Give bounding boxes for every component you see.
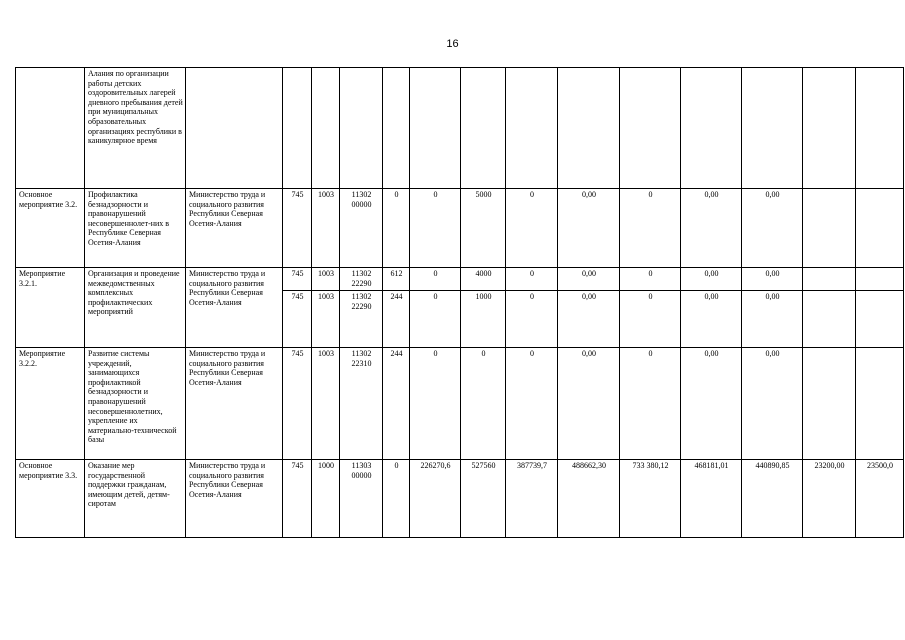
cell-value: 0,00: [681, 189, 742, 268]
cell-activity-type: Мероприятие 3.2.2.: [16, 348, 85, 460]
cell-value: 23200,00: [803, 460, 856, 538]
cell-value: 0,00: [681, 268, 742, 291]
cell-value: 226270,6: [410, 460, 461, 538]
budget-table: [15, 67, 904, 538]
table-row: [16, 189, 904, 268]
cell-value: 0,00: [742, 348, 803, 460]
cell-csr: [340, 68, 383, 189]
table-row: [16, 68, 904, 189]
cell-csr: 11303 00000: [340, 460, 383, 538]
cell-grbs: 745: [283, 189, 312, 268]
cell-rzpr: 1003: [312, 348, 340, 460]
cell-value: [681, 68, 742, 189]
cell-value: 440890,85: [742, 460, 803, 538]
cell-value: 0: [506, 268, 558, 291]
cell-activity-name: Алания по организации работы детских оздоровительных лагерей дневного пребывания детей при муниципальных образовательных организациях республики в каникулярное время: [85, 68, 186, 189]
cell-value: [856, 291, 904, 348]
cell-value: 0,00: [742, 189, 803, 268]
cell-value: 733 380,12: [620, 460, 681, 538]
cell-value: [803, 68, 856, 189]
cell-value: 0,00: [558, 291, 620, 348]
cell-activity-name: Развитие системы учреждений, занимающихся профилактикой безнадзорности и правонарушений несовершеннолетних, укрепление их материально-технической базы: [85, 348, 186, 460]
cell-value: 468181,01: [681, 460, 742, 538]
cell-rzpr: 1003: [312, 189, 340, 268]
cell-value: 0,00: [558, 189, 620, 268]
cell-value: [558, 68, 620, 189]
cell-csr: 11302 00000: [340, 189, 383, 268]
cell-executor: [186, 68, 283, 189]
cell-csr: 11302 22290: [340, 291, 383, 348]
cell-rzpr: 1003: [312, 268, 340, 291]
cell-rzpr: [312, 68, 340, 189]
cell-value: [856, 348, 904, 460]
cell-value: 0,00: [681, 348, 742, 460]
cell-grbs: 745: [283, 291, 312, 348]
cell-value: 0: [620, 268, 681, 291]
cell-value: [856, 268, 904, 291]
cell-value: [856, 189, 904, 268]
cell-grbs: 745: [283, 460, 312, 538]
cell-activity-type: Мероприятие 3.2.1.: [16, 268, 85, 348]
cell-value: 0: [410, 348, 461, 460]
cell-value: 0,00: [558, 348, 620, 460]
cell-value: 387739,7: [506, 460, 558, 538]
cell-value: [856, 68, 904, 189]
cell-executor: Министерство труда и социального развития Республики Северная Осетия-Алания: [186, 348, 283, 460]
cell-csr: 11302 22310: [340, 348, 383, 460]
page-number: 16: [446, 38, 459, 50]
cell-csr: 11302 22290: [340, 268, 383, 291]
cell-value: 0,00: [558, 268, 620, 291]
cell-value: 0: [461, 348, 506, 460]
cell-value: 1000: [461, 291, 506, 348]
cell-activity-type: Основное мероприятие 3.3.: [16, 460, 85, 538]
cell-value: 0: [506, 348, 558, 460]
cell-activity-name: Организация и проведение межведомственных комплексных профилактических мероприятий: [85, 268, 186, 348]
cell-rzpr: 1000: [312, 460, 340, 538]
cell-value: 23500,0: [856, 460, 904, 538]
cell-vr: 0: [383, 189, 410, 268]
cell-vr: 244: [383, 348, 410, 460]
cell-grbs: 745: [283, 348, 312, 460]
cell-activity-type: [16, 68, 85, 189]
cell-value: 0: [506, 291, 558, 348]
cell-value: 0: [410, 268, 461, 291]
cell-executor: Министерство труда и социального развития Республики Северная Осетия-Алания: [186, 460, 283, 538]
cell-value: [742, 68, 803, 189]
cell-value: [620, 68, 681, 189]
cell-value: 4000: [461, 268, 506, 291]
cell-value: [803, 268, 856, 291]
cell-vr: [383, 68, 410, 189]
cell-activity-name: Оказание мер государственной поддержки гражданам, имеющим детей, детям-сиротам: [85, 460, 186, 538]
cell-value: 0,00: [681, 291, 742, 348]
cell-value: [803, 291, 856, 348]
cell-activity-type: Основное мероприятие 3.2.: [16, 189, 85, 268]
cell-executor: Министерство труда и социального развития Республики Северная Осетия-Алания: [186, 268, 283, 348]
cell-value: 0: [410, 189, 461, 268]
cell-value: 488662,30: [558, 460, 620, 538]
cell-value: [410, 68, 461, 189]
cell-value: [803, 189, 856, 268]
cell-rzpr: 1003: [312, 291, 340, 348]
cell-value: 0,00: [742, 291, 803, 348]
cell-executor: Министерство труда и социального развития Республики Северная Осетия-Алания: [186, 189, 283, 268]
cell-value: 0: [506, 189, 558, 268]
cell-value: [506, 68, 558, 189]
cell-value: [803, 348, 856, 460]
table-row: [16, 268, 904, 291]
cell-value: 0,00: [742, 268, 803, 291]
cell-value: 0: [410, 291, 461, 348]
cell-vr: 612: [383, 268, 410, 291]
cell-grbs: [283, 68, 312, 189]
cell-value: 0: [620, 189, 681, 268]
cell-grbs: 745: [283, 268, 312, 291]
cell-value: 0: [620, 348, 681, 460]
cell-vr: 0: [383, 460, 410, 538]
cell-value: 0: [620, 291, 681, 348]
cell-value: 5000: [461, 189, 506, 268]
cell-activity-name: Профилактика безнадзорности и правонарушений несовершеннолет-них в Республике Северная Осетия-Алания: [85, 189, 186, 268]
table-row: [16, 460, 904, 538]
cell-value: [461, 68, 506, 189]
cell-vr: 244: [383, 291, 410, 348]
table-row: [16, 348, 904, 460]
cell-value: 527560: [461, 460, 506, 538]
